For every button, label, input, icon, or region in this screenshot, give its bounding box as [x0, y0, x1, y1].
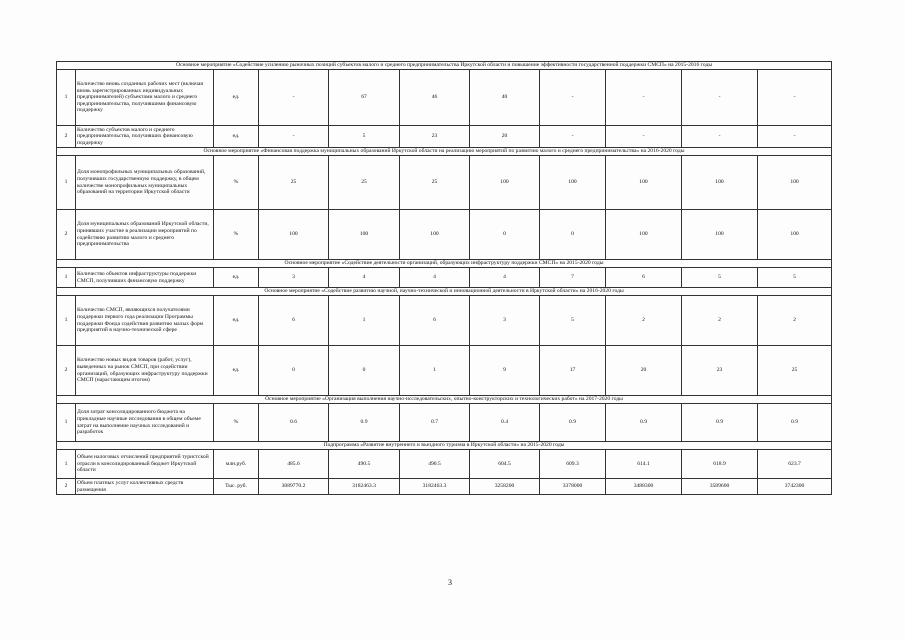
value-cell: 0 — [259, 346, 329, 396]
value-cell: 3 — [470, 296, 540, 346]
indicator-name: Объем платных услуг коллективных средств размещения — [76, 479, 214, 495]
value-cell: - — [606, 70, 682, 126]
value-cell: 2 — [758, 296, 832, 346]
value-cell: 623.7 — [758, 450, 832, 479]
value-cell: 3488300 — [606, 479, 682, 495]
value-cell: 100 — [329, 210, 400, 260]
unit-cell: ед. — [214, 296, 259, 346]
value-cell: 100 — [682, 210, 758, 260]
value-cell: 25 — [400, 156, 470, 210]
section-header-row — [57, 396, 832, 404]
value-cell: 618.9 — [682, 450, 758, 479]
value-cell: - — [682, 126, 758, 148]
value-cell: 100 — [758, 156, 832, 210]
unit-cell: % — [214, 210, 259, 260]
indicator-name: Объем налоговых отчислений предприятий туристской отрасли в консолидированный бюджет Иркутской области — [76, 450, 214, 479]
value-cell: 1 — [329, 296, 400, 346]
indicator-name: Доля муниципальных образований Иркутской области, принявших участие в реализации мероприятий по содействию развитию малого и среднего предпринимательства — [76, 210, 214, 260]
indicators-table — [56, 61, 832, 495]
value-cell: 9 — [470, 346, 540, 396]
value-cell: 4 — [329, 268, 400, 288]
value-cell: 0.4 — [470, 404, 540, 442]
value-cell: 0 — [540, 210, 606, 260]
value-cell: 490.5 — [400, 450, 470, 479]
value-cell: 6 — [259, 296, 329, 346]
value-cell: 0 — [329, 346, 400, 396]
value-cell: 67 — [329, 70, 400, 126]
section-header-row — [57, 442, 832, 450]
table-row — [57, 296, 832, 346]
value-cell: 2 — [682, 296, 758, 346]
value-cell: 0.6 — [259, 404, 329, 442]
value-cell: 100 — [606, 210, 682, 260]
table-row — [57, 450, 832, 479]
row-number: 2 — [57, 479, 76, 495]
table-row — [57, 479, 832, 495]
value-cell: 3 — [259, 268, 329, 288]
value-cell: 23 — [682, 346, 758, 396]
value-cell: 614.1 — [606, 450, 682, 479]
value-cell: 3742300 — [758, 479, 832, 495]
value-cell: 6 — [400, 296, 470, 346]
section-header-row — [57, 288, 832, 296]
value-cell: 3182463.3 — [400, 479, 470, 495]
indicator-name: Количество СМСП, являющихся получателями поддержки первого года реализации Программы поддержки Фонда содействия развитию малых форм предприятий в научно-технической сфере — [76, 296, 214, 346]
value-cell: - — [758, 70, 832, 126]
section-title: Подпрограмма «Развитие внутреннего и въездного туризма в Иркутской области» на 2015-2020 годы — [57, 442, 832, 450]
value-cell: - — [259, 126, 329, 148]
value-cell: 0.9 — [758, 404, 832, 442]
value-cell: 100 — [606, 156, 682, 210]
value-cell: - — [758, 126, 832, 148]
value-cell: 100 — [400, 210, 470, 260]
value-cell: 490.5 — [329, 450, 400, 479]
unit-cell: ед. — [214, 346, 259, 396]
table-row — [57, 404, 832, 442]
section-title: Основное мероприятие «Финансовая поддержка муниципальных образований Иркутской области на реализацию мероприятий по развитию малого и среднего предпринимательства» на 2016-2020 годы — [57, 148, 832, 156]
value-cell: 20 — [606, 346, 682, 396]
value-cell: 0.9 — [606, 404, 682, 442]
row-number: 2 — [57, 210, 76, 260]
row-number: 1 — [57, 268, 76, 288]
section-title: Основное мероприятие «Содействие усилению рыночных позиций субъектов малого и среднего предпринимательства Иркутской области и повышение эффективности государственной поддержки СМСП» на 2015-2016 годы — [57, 62, 832, 70]
value-cell: 100 — [540, 156, 606, 210]
indicator-name: Количество вновь созданных рабочих мест (включая вновь зарегистрированных индивидуальных предпринимателей) субъектами малого и среднего предпринимательства, получившими финансовую поддержку — [76, 70, 214, 126]
row-number: 1 — [57, 296, 76, 346]
indicator-name: Доля монопрофильных муниципальных образований, получивших государственную поддержку, в общем количестве монопрофильных муниципальных образований на территории Иркутской области — [76, 156, 214, 210]
section-title: Основное мероприятие «Содействие развитию научной, научно-технической и инновационной деятельности в Иркутской области» на 2016-2020 годы — [57, 288, 832, 296]
value-cell: 25 — [758, 346, 832, 396]
value-cell: 25 — [259, 156, 329, 210]
indicator-name: Доля затрат консолидированного бюджета на прикладные научные исследования в общем объеме затрат на выполнение научных исследований и разработок — [76, 404, 214, 442]
section-header-row — [57, 62, 832, 70]
section-header-row — [57, 260, 832, 268]
value-cell: 25 — [329, 156, 400, 210]
page-number: 3 — [448, 578, 452, 587]
value-cell: 5 — [540, 296, 606, 346]
value-cell: 604.5 — [470, 450, 540, 479]
value-cell: 100 — [259, 210, 329, 260]
value-cell: 4 — [400, 268, 470, 288]
unit-cell: млн.руб. — [214, 450, 259, 479]
table-row — [57, 126, 832, 148]
value-cell: 5 — [682, 268, 758, 288]
value-cell: 100 — [758, 210, 832, 260]
row-number: 1 — [57, 156, 76, 210]
row-number: 1 — [57, 404, 76, 442]
value-cell: - — [259, 70, 329, 126]
section-header-row — [57, 148, 832, 156]
value-cell: 3089770.2 — [259, 479, 329, 495]
unit-cell: ед. — [214, 126, 259, 148]
value-cell: 17 — [540, 346, 606, 396]
row-number: 1 — [57, 70, 76, 126]
value-cell: 0 — [470, 210, 540, 260]
row-number: 2 — [57, 346, 76, 396]
value-cell: 485.6 — [259, 450, 329, 479]
value-cell: 40 — [470, 70, 540, 126]
unit-cell: ед. — [214, 70, 259, 126]
value-cell: 1 — [400, 346, 470, 396]
value-cell: 609.3 — [540, 450, 606, 479]
value-cell: 3378000 — [540, 479, 606, 495]
value-cell: 7 — [540, 268, 606, 288]
row-number: 2 — [57, 126, 76, 148]
value-cell: 0.9 — [682, 404, 758, 442]
value-cell: 4 — [470, 268, 540, 288]
value-cell: 0.9 — [329, 404, 400, 442]
value-cell: - — [540, 126, 606, 148]
value-cell: - — [606, 126, 682, 148]
table-row — [57, 156, 832, 210]
section-title: Основное мероприятие «Содействие деятельности организаций, образующих инфраструктуру поддержки СМСП» на 2015-2020 годы — [57, 260, 832, 268]
value-cell: 5 — [758, 268, 832, 288]
unit-cell: % — [214, 156, 259, 210]
unit-cell: Тыс. руб. — [214, 479, 259, 495]
value-cell: 6 — [606, 268, 682, 288]
value-cell: 0.9 — [540, 404, 606, 442]
value-cell: 5 — [329, 126, 400, 148]
value-cell: - — [540, 70, 606, 126]
unit-cell: ед. — [214, 268, 259, 288]
value-cell: 46 — [400, 70, 470, 126]
value-cell: 23 — [400, 126, 470, 148]
value-cell: 3589600 — [682, 479, 758, 495]
row-number: 1 — [57, 450, 76, 479]
section-title: Основное мероприятие «Организация выполнения научно-исследовательских, опытно-конструкторских и технологических работ» на 2017-2020 годы — [57, 396, 832, 404]
table-row — [57, 70, 832, 126]
value-cell: 3182463.3 — [329, 479, 400, 495]
value-cell: - — [682, 70, 758, 126]
value-cell: 100 — [682, 156, 758, 210]
value-cell: 0.7 — [400, 404, 470, 442]
indicator-name: Количество новых видов товаров (работ, услуг), выведенных на рынок СМСП, при содействии организаций, образующих инфраструктуру поддержки СМСП (нарастающим итогом) — [76, 346, 214, 396]
table-row — [57, 268, 832, 288]
unit-cell: % — [214, 404, 259, 442]
value-cell: 100 — [470, 156, 540, 210]
table-row — [57, 210, 832, 260]
value-cell: 20 — [470, 126, 540, 148]
value-cell: 3258200 — [470, 479, 540, 495]
indicator-name: Количество объектов инфраструктуры поддержки СМСП, получивших финансовую поддержку — [76, 268, 214, 288]
indicator-name: Количество субъектов малого и среднего предпринимательства, получивших финансовую поддержку — [76, 126, 214, 148]
table-row — [57, 346, 832, 396]
value-cell: 2 — [606, 296, 682, 346]
